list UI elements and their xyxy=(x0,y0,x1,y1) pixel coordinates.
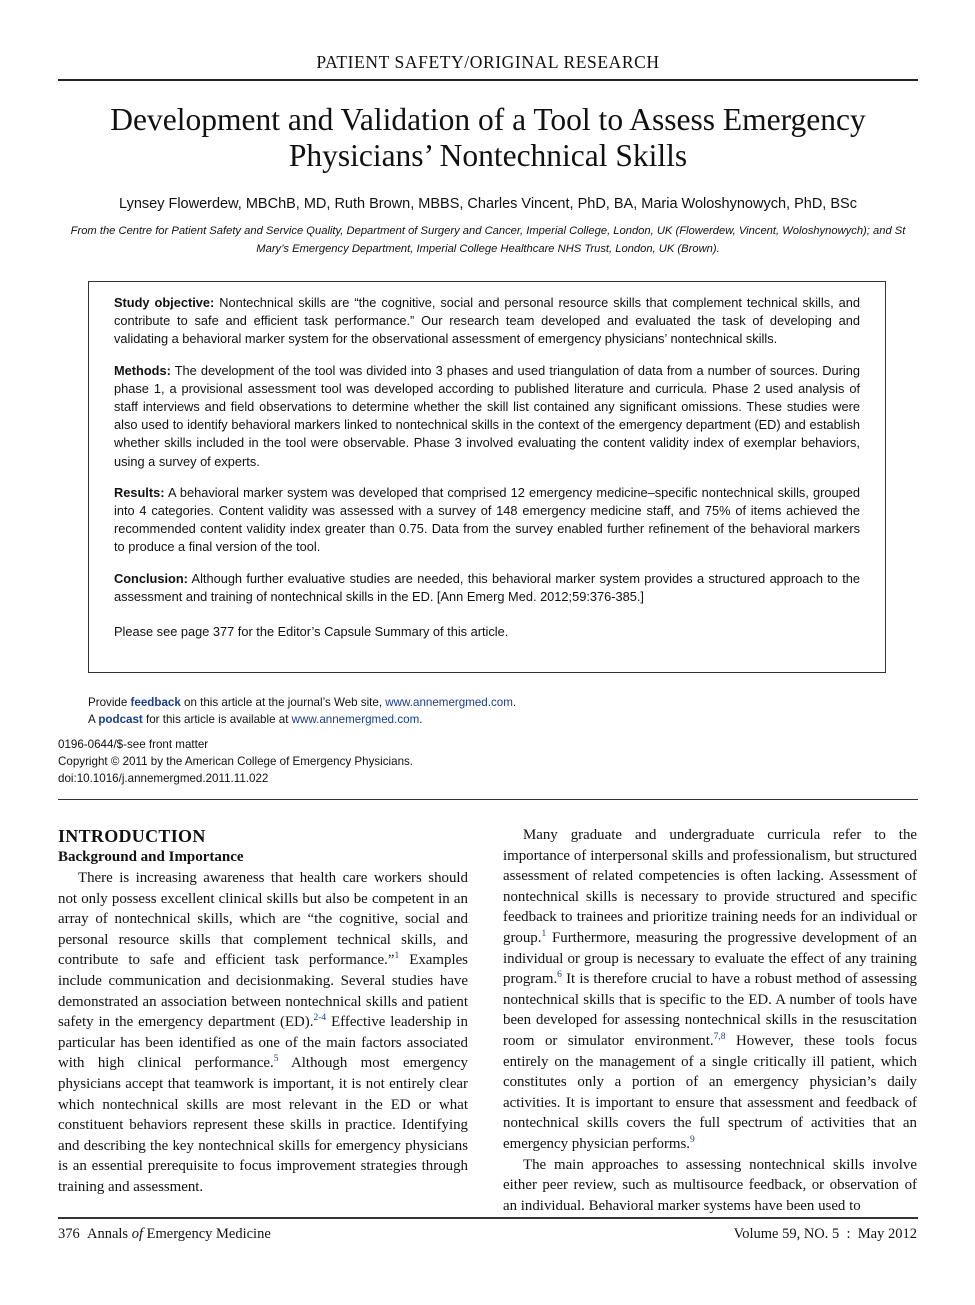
journal-url-link[interactable]: www.annemergmed.com xyxy=(385,696,513,709)
feedback-line xyxy=(88,694,516,711)
p1-text-a: There is increasing awareness that health care workers should not only possess excellent clinical skills but also be competent in an array of nontechnical skills, which are “the cognitive, social and personal resource skills that complement technical skills, and contribute to safe and efficient task performance.” xyxy=(58,870,468,969)
objective-text: Nontechnical skills are “the cognitive, social and personal resource skills that complement technical skills, and contribute to safe and efficient task performance.” Our research team developed and evaluated the task of developing and validating a behavioral marker system for the observational assessment of emergency physicians’ nontechnical skills. xyxy=(114,295,861,347)
citation[interactable]: 7,8 xyxy=(713,1031,726,1042)
feedback-end: . xyxy=(512,696,517,709)
citation[interactable]: 1 xyxy=(541,929,547,939)
article-links xyxy=(88,694,516,728)
introduction-heading: INTRODUCTION xyxy=(58,826,206,846)
author-list: Lynsey Flowerdew, MBChB, MD, Ruth Brown, MBBS, Charles Vincent, PhD, BA, Maria Woloshynowych, PhD, BSc xyxy=(119,196,857,212)
citation[interactable]: 1 xyxy=(394,951,400,962)
results-label: Results: xyxy=(114,484,165,500)
citation[interactable]: 6 xyxy=(557,970,562,981)
methods-text: The development of the tool was divided into 3 phases and used triangulation of data from a number of sources. During phase 1, a provisional assessment tool was developed according to published literature and curricula. Phase 2 used analysis of staff interviews and field observations to determine whether the skill list contained any significant omissions. These studies were also used to identify behavioral markers linked to nontechnical skills in the context of the emergency department (ED) and establish whether skills included in the tool were observable. Phase 3 involved evaluating the content validity index of exemplar behaviors, using a survey of experts. xyxy=(114,362,860,469)
header-rule xyxy=(58,79,918,81)
body-paragraph: The main approaches to assessing nontechnical skills involve either peer review, such as multisource feedback, or observation of an individual. Behavioral marker systems have been used to xyxy=(503,1156,917,1214)
feedback-pre: Provide xyxy=(88,696,131,709)
affiliation: From the Centre for Patient Safety and Service Quality, Department of Surgery and Cancer, Imperial College, London, UK (Flowerdew, Vincent, Woloshynowych); and St Mary’s Emergency Department, Imperial College Healthcare NHS Trust, London, UK (Brown). xyxy=(70,225,906,255)
podcast-link[interactable]: podcast xyxy=(98,713,143,726)
volume-info: Volume 59, NO. 5 : May 2012 xyxy=(733,1226,917,1242)
conclusion-text: Although further evaluative studies are needed, this behavioral marker system provides a structured approach to the assessment and training of nontechnical skills in the ED. [Ann Emerg Med. 2012;59:376-385.] xyxy=(114,570,860,604)
citation[interactable]: 5 xyxy=(273,1054,279,1065)
p1-text-d: Although most emergency physicians accept that teamwork is important, it is not entirely clear which nontechnical skills are most relevant in the ED or what constituent behaviors represent these skills in practice. Identifying and describing the key nontechnical skills for emergency physicians is an essential prerequisite to focus improvement strategies through training and assessment. xyxy=(58,1055,468,1195)
capsule-note: Please see page 377 for the Editor’s Capsule Summary of this article. xyxy=(114,624,509,640)
journal-name-b: Emergency Medicine xyxy=(143,1226,271,1242)
body-column-left xyxy=(58,825,468,1198)
podcast-mid: for this article is available at xyxy=(142,713,292,726)
abstract-conclusion xyxy=(114,570,860,606)
abstract-content xyxy=(114,294,860,654)
title-line-2: Physicians’ Nontechnical Skills xyxy=(288,138,688,173)
journal-name xyxy=(87,1226,271,1242)
abstract-results xyxy=(114,484,860,557)
front-matter: 0196-0644/$-see front matter xyxy=(58,738,209,751)
background-heading: Background and Importance xyxy=(58,849,244,865)
feedback-link[interactable]: feedback xyxy=(130,696,181,709)
abstract-objective xyxy=(114,294,860,349)
abstract-methods xyxy=(114,362,860,471)
body-paragraph xyxy=(58,868,468,1198)
feedback-mid: on this article at the journal’s Web site, xyxy=(180,696,386,709)
section-rule xyxy=(58,799,918,800)
title-line-1: Development and Validation of a Tool to Assess Emergency xyxy=(110,102,866,137)
body-column-right xyxy=(503,825,917,1216)
page-number: 376 xyxy=(58,1226,80,1242)
footer-rule xyxy=(58,1217,918,1219)
journal-name-a: Annals xyxy=(87,1226,132,1242)
p1-text-c: Effective leadership in particular has been identified as one of the main factors associated with high clinical performance. xyxy=(58,1014,468,1072)
citation[interactable]: 2-4 xyxy=(313,1013,327,1024)
doi: doi:10.1016/j.annemergmed.2011.11.022 xyxy=(58,772,269,785)
p2-text-a: Many graduate and undergraduate curricula refer to the importance of interpersonal skills and professionalism, but structured assessment of related competencies is often lacking. Assessment of nontechnical skills is necessary to provide structured and specific feedback to trainees and prioritize training needs for an individual or group. xyxy=(503,827,917,946)
podcast-url-link[interactable]: www.annemergmed.com xyxy=(291,713,420,726)
podcast-line xyxy=(88,711,516,728)
methods-label: Methods: xyxy=(114,362,171,378)
journal-name-of: of xyxy=(131,1226,143,1242)
body-paragraph xyxy=(503,825,917,1155)
footer-left xyxy=(58,1226,271,1243)
p1-text-b: Examples include communication and decisionmaking. Several studies have demonstrated an association between nontechnical skills and patient safety in the emergency department (ED). xyxy=(58,952,468,1031)
running-head: PATIENT SAFETY/ORIGINAL RESEARCH xyxy=(316,52,660,72)
podcast-pre: A xyxy=(88,713,99,726)
article-title xyxy=(58,102,918,174)
podcast-end: . xyxy=(419,713,423,726)
abstract-box xyxy=(88,281,886,673)
p2-text-d: However, these tools focus entirely on the management of a single critically ill patient, which constitutes only a portion of an emergency physician’s daily activities. It is important to ensure that assessment and feedback of nontechnical skills covers the full spectrum of activities that an emergency physician performs. xyxy=(503,1032,918,1152)
objective-label: Study objective: xyxy=(114,295,215,310)
results-text: A behavioral marker system was developed that comprised 12 emergency medicine–specific nontechnical skills, grouped into 4 categories. Content validity was assessed with a survey of 148 emergency medicine staff, and 75% of items achieved the recommended content validity index greater than 0.75. Data from the survey enabled further refinement of the behavioral markers to produce a final version of the tool. xyxy=(114,484,860,555)
copyright-line: Copyright © 2011 by the American College of Emergency Physicians. xyxy=(58,755,414,768)
copyright-block xyxy=(58,736,413,787)
citation[interactable]: 9 xyxy=(690,1134,695,1145)
conclusion-label: Conclusion: xyxy=(114,570,188,586)
p2-text-c: It is therefore crucial to have a robust method of assessing nontechnical skills that is specific to the ED. A number of tools have been developed for assessing nontechnical skills in the resuscitation room or simulator environment. xyxy=(503,971,917,1049)
p2-text-b: Furthermore, measuring the progressive development of an individual or group is necessary to evaluate the effect of any training program. xyxy=(503,929,917,988)
